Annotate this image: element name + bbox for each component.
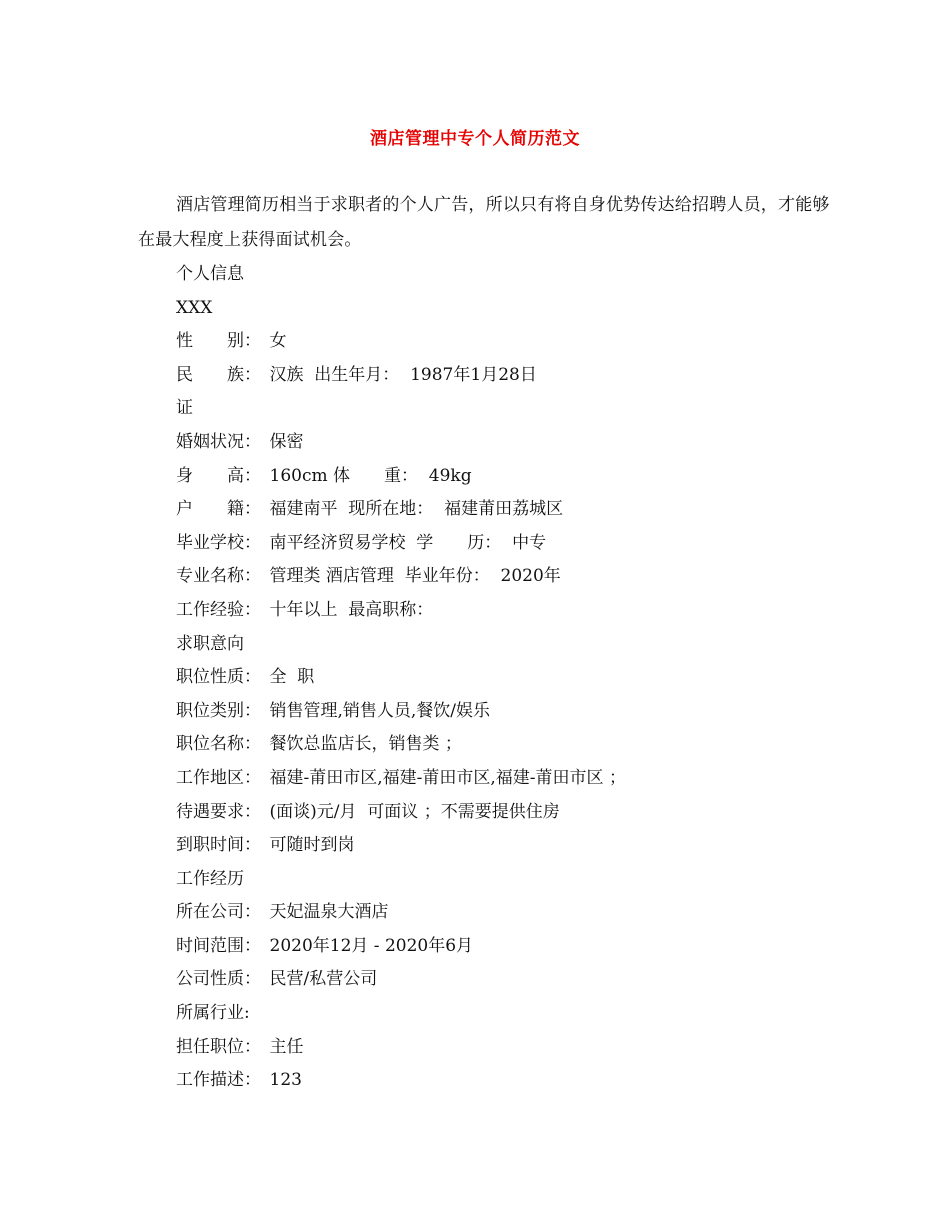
resume-lines xyxy=(176,258,856,1098)
major-graduation-line: 专业名称： 管理类 酒店管理 毕业年份： 2020年 xyxy=(176,566,561,587)
company-line: 所在公司： 天妃温泉大酒店 xyxy=(176,902,389,923)
section-heading-job-intention: 求职意向 xyxy=(176,633,244,654)
job-nature-line: 职位性质： 全 职 xyxy=(176,667,315,688)
section-heading-work-history: 工作经历 xyxy=(176,868,244,889)
school-education-line: 毕业学校： 南平经济贸易学校 学 历： 中专 xyxy=(176,532,547,553)
start-time-line: 到职时间： 可随时到岗 xyxy=(176,835,355,856)
marital-status-line: 婚姻状况： 保密 xyxy=(176,431,304,452)
time-range-line: 时间范围： 2020年12月 - 2020年6月 xyxy=(176,935,474,956)
section-heading-personal-info: 个人信息 xyxy=(176,264,244,284)
experience-title-line: 工作经验： 十年以上 最高职称： xyxy=(176,599,434,620)
ethnicity-birthdate-line: 民 族： 汉族 出生年月： 1987年1月28日 xyxy=(176,364,537,385)
residence-line: 户 籍： 福建南平 现所在地： 福建莆田荔城区 xyxy=(176,499,564,520)
industry-line: 所属行业: xyxy=(176,1003,250,1024)
name-line: XXX xyxy=(176,297,213,318)
document-title: 酒店管理中专个人简历范文 xyxy=(370,129,580,149)
position-line: 担任职位： 主任 xyxy=(176,1036,304,1057)
job-title-line: 职位名称： 餐饮总监店长，销售类 ； xyxy=(176,734,462,755)
company-type-line: 公司性质： 民营/私营公司 xyxy=(176,969,378,990)
work-description-line: 工作描述： 123 xyxy=(176,1070,302,1091)
salary-line: 待遇要求： (面谈)元/月 可面议 ；不需要提供住房 xyxy=(176,801,560,822)
intro-paragraph: 酒店管理简历相当于求职者的个人广告，所以只有将自身优势传达给招聘人员，才能够在最大程度上获得面试机会。 xyxy=(138,195,830,250)
height-weight-line: 身 高： 160cm 体 重： 49kg xyxy=(176,465,472,486)
gender-line: 性 别： 女 xyxy=(176,331,287,352)
job-category-line: 职位类别： 销售管理,销售人员,餐饮/娱乐 xyxy=(176,700,491,721)
work-area-line: 工作地区： 福建-莆田市区,福建-莆田市区,福建-莆田市区 ； xyxy=(176,767,626,788)
id-line: 证 xyxy=(176,398,193,419)
